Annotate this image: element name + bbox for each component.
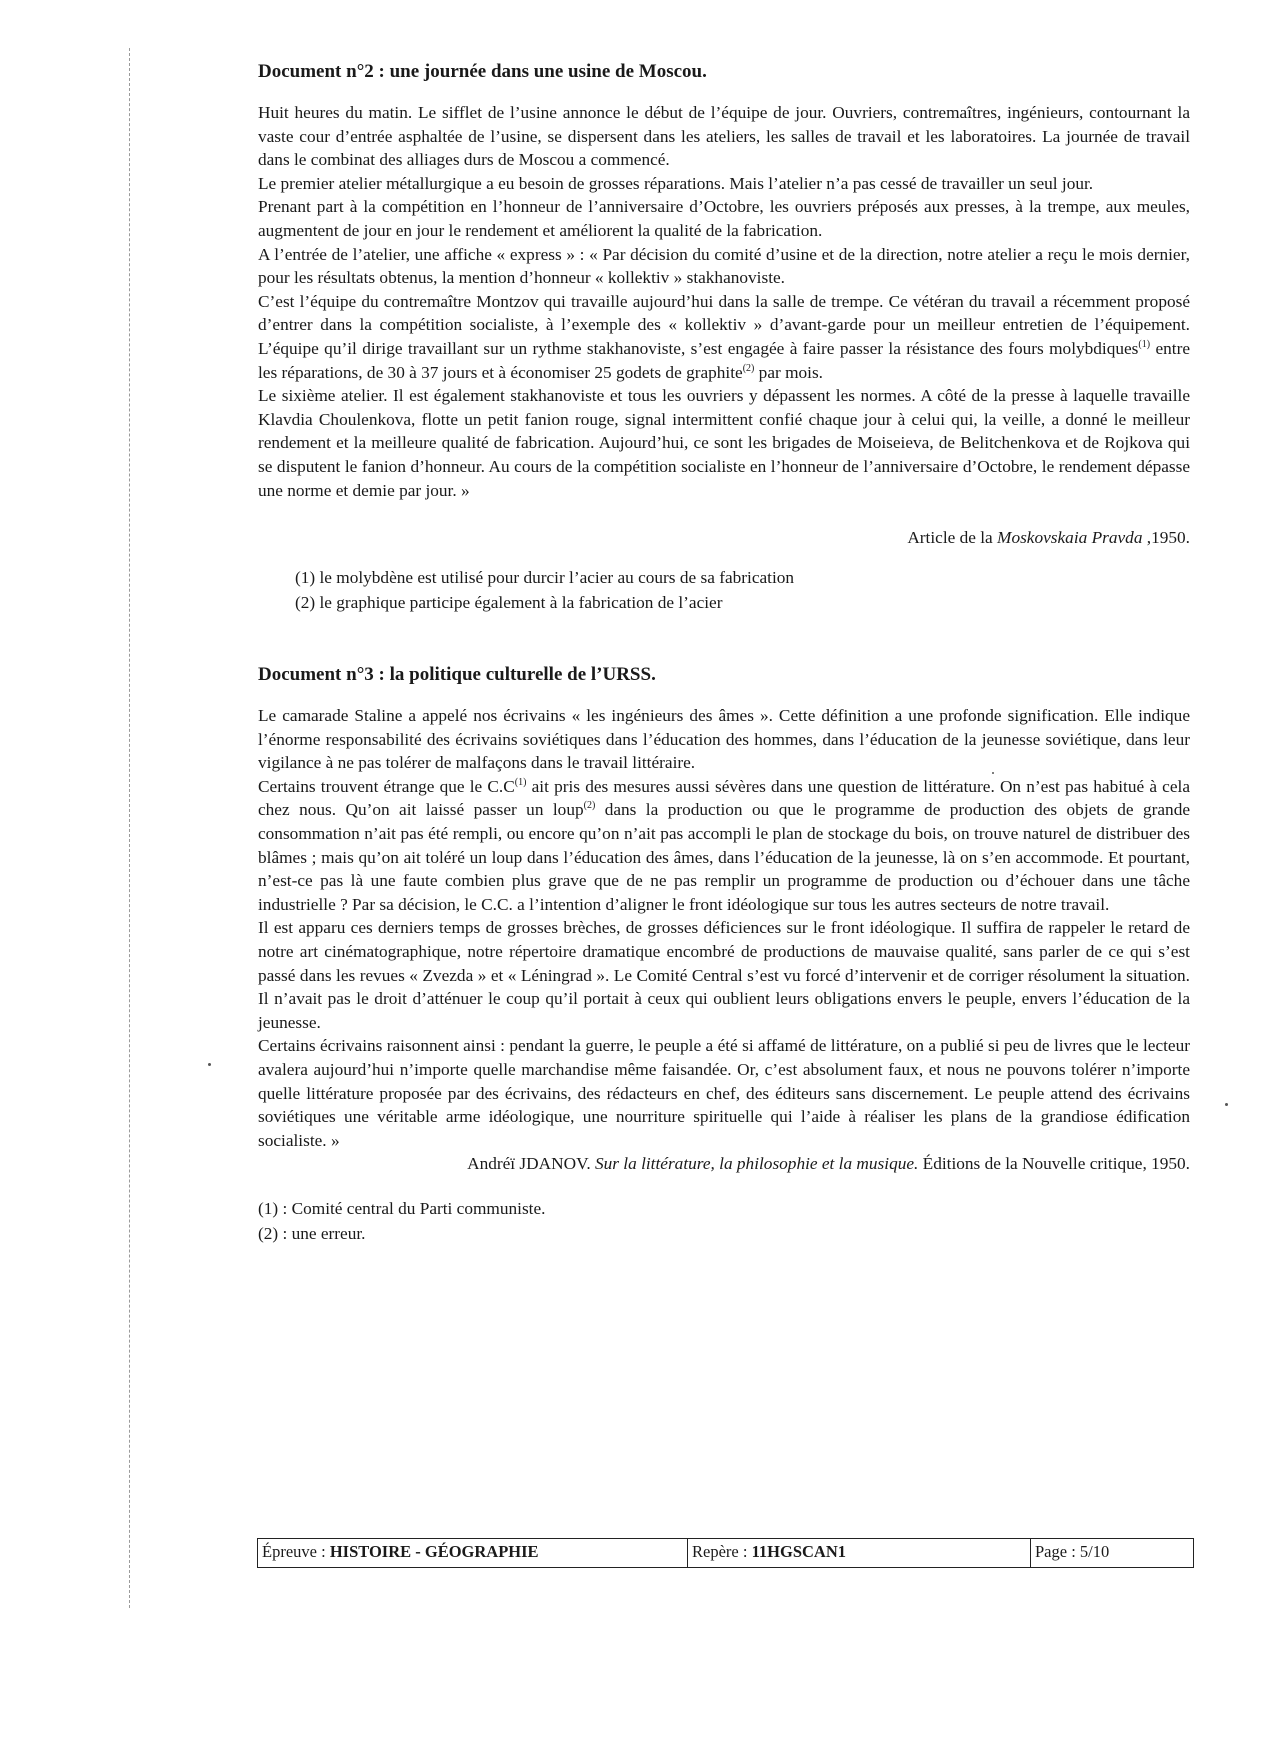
footnote-ref-2: (2) [742,362,755,374]
footer-repere [688,1539,1031,1567]
doc2-paragraph [258,290,1190,384]
footer-epreuve [258,1539,688,1567]
doc2-source-prefix: Article de la [907,528,998,548]
binding-margin-line [129,48,130,1608]
doc2-source [258,526,1190,550]
footnote: (1) : Comité central du Parti communiste. [258,1199,546,1219]
doc3-footnotes [258,1196,1190,1246]
doc2-paragraph: Huit heures du matin. Le sifflet de l’usine annonce le début de l’équipe de jour. Ouvriers, contremaîtres, ingénieurs, contournant la vaste cour d’entrée asphaltée de l’usine, se dispersent dans les ateliers, les salles de travail et les laboratoires. La journée de travail dans le combinat des alliages durs de Moscou a commencé. [258,103,1190,170]
footer-epreuve-label: Épreuve : [262,1542,330,1561]
footer-epreuve-value: HISTOIRE - GÉOGRAPHIE [329,1542,539,1561]
doc2-source-suffix: ,1950. [1142,528,1190,548]
doc3-source-title: Sur la littérature, la philosophie et la musique. [594,1154,919,1174]
doc3-paragraph: Certains écrivains raisonnent ainsi : pendant la guerre, le peuple a été si affamé de littérature, on a publié si peu de livres que le lecteur avalera aujourd’hui n’importe quelle marchandise même faisandée. Or, c’est absolument faux, et nous ne pouvons tolérer n’importe quelle littérature proposée par des écrivains, des rédacteurs en chef, des éditeurs sans discernement. Le peuple attend des écrivains soviétiques une véritable arme idéologique, une nourriture spirituelle qui l’aide à réaliser les plans de la grandiose édification socialiste. » [258,1036,1190,1150]
doc2-paragraph: Le premier atelier métallurgique a eu besoin de grosses réparations. Mais l’atelier n’a pas cessé de travailler un seul jour. [258,173,1094,193]
exam-footer [257,1538,1194,1568]
doc3-paragraph [258,775,1190,917]
doc2-p5-text-b: entre les réparations, de 30 à 37 jours et à économiser 25 godets de graphite [258,338,1191,382]
footnote: (2) le graphique participe également à la fabrication de l’acier [295,593,723,613]
scan-speck [1225,1103,1228,1106]
footer-repere-label: Repère : [692,1542,752,1561]
doc3-paragraph: Le camarade Staline a appelé nos écrivains « les ingénieurs des âmes ». Cette définition a une profonde signification. Elle indique l’énorme responsabilité des écrivains soviétiques dans l’éducation des hommes, dans l’éducation de la jeunesse soviétique, dans leur vigilance à ne pas tolérer de malfaçons dans le travail littéraire. [258,706,1190,773]
doc3-p2-text-b: ait pris des mesures aussi sévères dans une question de littérature. On n’est pas habitué à cela chez nous. Qu’on ait laissé passer un loup [258,776,1190,820]
doc2-paragraph: Le sixième atelier. Il est également stakhanoviste et tous les ouvriers y dépassent les normes. A côté de la presse à laquelle travaille Klavdia Choulenkova, flotte un petit fanion rouge, signal intermittent confié chaque jour à celui qui, la veille, a donné le meilleur rendement et la meilleure qualité de fabrication. Aujourd’hui, ce sont les brigades de Moiseieva, de Belitchenkova et de Rojkova qui se disputent le fanion d’honneur. Au cours de la compétition socialiste en l’honneur de l’anniversaire d’Octobre, le rendement dépasse une norme et demie par jour. » [258,386,1190,500]
footnote-ref-1: (1) [514,776,527,788]
doc2-paragraph: A l’entrée de l’atelier, une affiche « express » : « Par décision du comité d’usine et de la direction, notre atelier a reçu le mois dernier, pour les résultats obtenus, la mention d’honneur « kollektiv » stakhanoviste. [258,244,1190,288]
footnote: (1) le molybdène est utilisé pour durcir l’acier au cours de sa fabrication [295,568,795,588]
doc2-body [258,101,1190,502]
document-page [258,60,1190,1246]
footnote-ref-1: (1) [1138,338,1151,350]
doc2-source-title: Moskovskaia Pravda [997,528,1143,548]
scan-speck [208,1063,211,1066]
doc3-source-suffix: Éditions de la Nouvelle critique, 1950. [918,1154,1190,1174]
doc3-source [258,1152,1190,1176]
doc2-p5-text-c: par mois. [754,362,823,382]
doc3-body [258,704,1190,1152]
doc3-source-author: Andréï JDANOV. [467,1154,595,1174]
doc2-title: Document n°2 : une journée dans une usine de Moscou. [258,61,707,82]
doc3-paragraph: Il est apparu ces derniers temps de grosses brèches, de grosses déficiences sur le front idéologique. Il suffira de rappeler le retard de notre art cinématographique, notre répertoire dramatique encombré de productions de mauvaise qualité, sans parler de ce qui s’est passé dans les revues « Zvezda » et « Léningrad ». Le Comité Central s’est vu forcé d’intervenir et de corriger résolument la situation. Il n’avait pas le droit d’atténuer le coup qu’il portait à ceux qui oublient leurs obligations envers le peuple, envers l’éducation de la jeunesse. [258,918,1190,1032]
doc2-footnotes [258,565,1190,615]
footnote: (2) : une erreur. [258,1224,366,1244]
footnote-ref-2: (2) [583,800,596,812]
doc3-p2-text-c: dans la production ou que le programme de production des objets de grande consommation n’ait pas été rempli, ou encore qu’on n’ait pas accompli le plan de stockage du bois, on trouve naturel de distribuer des blâmes ; mais qu’on ait toléré un loup dans l’éducation des âmes, dans l’éducation de la jeunesse, là on s’en accommode. Et pourtant, n’est-ce pas là une faute combien plus grave que de ne pas remplir un programme de production ou d’échouer dans une tâche industrielle ? Par sa décision, le C.C. a l’intention d’aligner le front idéologique sur tous les autres secteurs de notre travail. [258,800,1191,914]
doc3-title: Document n°3 : la politique culturelle de l’URSS. [258,664,656,686]
footer-repere-value: 11HGSCAN1 [751,1542,846,1561]
doc2-paragraph: Prenant part à la compétition en l’honneur de l’anniversaire d’Octobre, les ouvriers préposés aux presses, à la trempe, aux meules, augmentent de jour en jour le rendement et améliorent la qualité de la fabrication. [258,197,1190,240]
footer-page-number: Page : 5/10 [1035,1542,1110,1561]
doc2-p5-text-a: C’est l’équipe du contremaître Montzov qui travaille aujourd’hui dans la salle de trempe. Ce vétéran du travail a récemment proposé d’entrer dans la compétition socialiste, à l’exemple des « kollektiv » d’avant-garde pour un meilleur entretien de l’équipement. L’équipe qu’il dirige travaillant sur un rythme stakhanoviste, s’est engagée à faire passer la résistance des fours molybdiques [258,291,1190,358]
doc3-p2-text-a: Certains trouvent étrange que le C.C [258,776,515,796]
